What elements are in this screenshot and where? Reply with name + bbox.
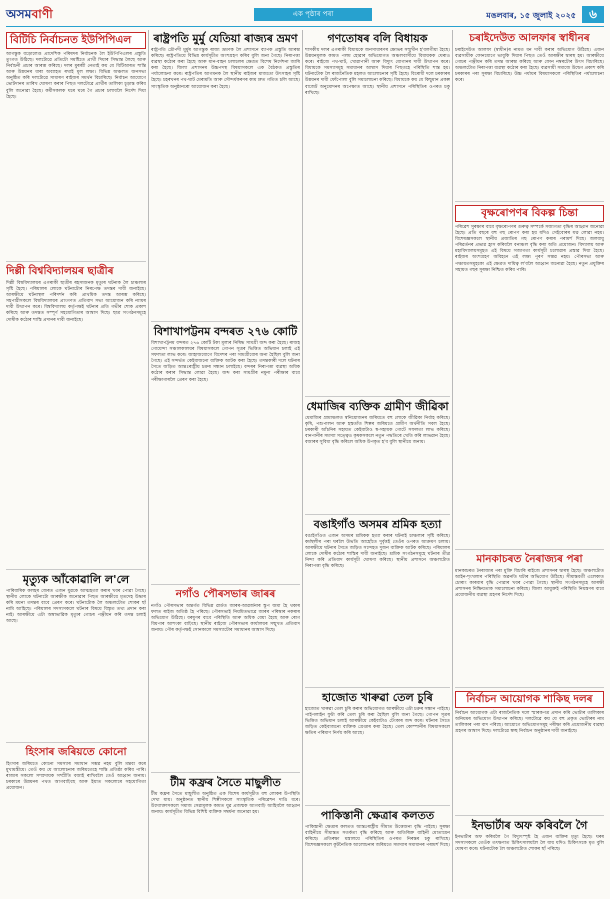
article-headline: পাকিস্তানী ক্ষেত্ৰাৰ কলতত <box>320 809 435 822</box>
article-headline: বঙাইগাঁও অসমৰ শ্ৰমিক হত্যা <box>313 518 442 531</box>
article-headline: টীম কফ্ৰৰ সৈতে মাছুলীত <box>170 776 281 789</box>
article-body: নগাঁও পৌৰসভাৰ অন্তৰ্গত বিভিন্ন ৱাৰ্ডত জাৰৰ-আৱৰ্জনাৰ স্তূপ জমা হৈ থকাৰ ফলত ৰাইজ অতিষ্ঠ হৈ পৰিছে। পৌৰসভাই নিয়মিতভাৱে জাৰৰ পৰিষ্কাৰ নকৰাৰ অভিযোগ উঠিছে। বৰষুণৰ বাবে পৰিস্থিতি আৰু অধিক বেয়া হৈছে আৰু ৰোগ বিয়পাৰ আশংকা বাঢ়িছে। স্থানীয় ৰাইজে পৌৰসভাৰ কাৰ্যালয়ৰ সন্মুখত প্ৰতিবাদ জনায়। পৌৰ কৰ্তৃপক্ষই সোনকালে সমস্যাটোৰ সমাধানৰ আশ্বাস দিছে। <box>151 604 300 634</box>
article-pakistan <box>305 809 450 889</box>
article-divider <box>455 815 604 816</box>
article-headline: গণতোষৰ বলি বিধায়ক <box>327 32 428 45</box>
article-body: ধেমাজিৰ গ্ৰামাঞ্চলত স্বনিয়োজনৰ জৰিয়তে বহু লোকে জীৱিকা নিৰ্বাহ কৰিছে। কৃষি, পশুপালন আৰু হস্ততাঁত শিল্পৰ জৰিয়তে গ্ৰামীণ অৰ্থনীতি সবল হৈছে। চৰকাৰী আঁচনিৰ সহায়ত কেইবাটাও স্ব-সহায়ক গোটে সফলতা লাভ কৰিছে। বানপানীৰ সমস্যা সত্ত্বেও কৃষকসকলে নতুন পদ্ধতিৰে খেতি কৰি লাভৱান হৈছে। বজাৰৰ সুবিধা বৃদ্ধি কৰিলে অধিক উপকৃত হ'ব বুলি স্থানীয়ে জনায়। <box>305 416 450 446</box>
article-btc-election <box>6 32 146 257</box>
article-headline: মৃত্যুক আঁকোৱালি ল'লে <box>22 573 130 586</box>
article-body: আগন্তুক বড়োলেণ্ড প্ৰাদেশিক পৰিষদৰ নিৰ্বাচনক লৈ ইউপিপিএলৰ প্ৰস্তুতি তুংগত উঠিছে। দলটোৱে প্ৰতিটো সমষ্টিতে প্ৰাৰ্থী দিয়াৰ সিদ্ধান্ত লৈছে আৰু নিৰ্বাচনী প্ৰচাৰ আৰম্ভ কৰিছে। দলৰ মুৰব্বী নেতাই কয় যে বিটিআৰত শান্তি আৰু উন্নয়নৰ ধাৰা অব্যাহত ৰখাই মূল লক্ষ্য। বিভিন্ন অঞ্চলত জনসভা অনুষ্ঠিত কৰি দলটোৱে সাধাৰণ ৰাইজৰ সমৰ্থন বিচাৰিছে। নিৰ্বাচন আয়োগে ভোটদানৰ তাৰিখ ঘোষণা কৰাৰ পিছত দলটোৱে প্ৰাৰ্থীৰ তালিকা চূড়ান্ত কৰিব বুলি জনোৱা হৈছে। কৰ্মীসকলক ঘৰে ঘৰে গৈ প্ৰচাৰ চলাবলৈ নিৰ্দেশ দিয়া হৈছে। <box>6 52 146 100</box>
article-divider <box>305 805 450 806</box>
article-team-event <box>151 776 300 892</box>
continued-from-label: এক পৃষ্ঠাৰ পৰা <box>254 8 372 21</box>
article-divider <box>151 584 300 585</box>
column-divider <box>302 30 303 892</box>
article-divider <box>455 201 604 202</box>
column-1 <box>6 30 146 892</box>
article-vizag-port <box>151 325 300 580</box>
article-divider <box>151 772 300 773</box>
article-divider <box>305 396 450 397</box>
article-headline: বৃক্ষৰোপণৰ বিকল্প চিন্তা <box>455 205 604 222</box>
article-body: টীম কফ্ৰৰ সৈতে মাছুলীত অনুষ্ঠিত এক বিশেষ কাৰ্যসূচীত বহু লোকৰ উপস্থিতি দেখা যায়। অনুষ্ঠানত স্থানীয় শিল্পীসকলে সাংস্কৃতিক পৰিৱেশন দাঙি ধৰে। উদ্যোক্তাসকলে সমাজ সেৱামূলক কামত যুৱ প্ৰজন্মক আগবাঢ়ি আহিবলৈ আহ্বান জনায়। কাৰ্যসূচীত বিভিন্ন বিশিষ্ট ব্যক্তিক সম্বৰ্ধনা জনোৱা হয়। <box>151 792 300 816</box>
article-divider <box>6 742 146 743</box>
article-bongaigaon-murder <box>305 518 450 683</box>
article-body: চৰাইদেউত আলফা (স্বাধীন)ৰ নামত ধন দাবী কৰাৰ অভিযোগ উঠিছে। এজন ব্যৱসায়ীক ফোনযোগে ভাবুকি দিয়াৰ পিছত তেওঁ আৰক্ষীৰ দ্বাৰস্থ হয়। আৰক্ষীয়ে গোচৰ পঞ্জীয়ন কৰি তদন্ত আৰম্ভ কৰিছে আৰু ফোন নম্বৰটোৰ উৎস বিচাৰিছে। অঞ্চলটোত নিৰাপত্তা ব্যৱস্থা কঠোৰ কৰা হৈছে। ব্যৱসায়ী সমাজে উদ্বেগ প্ৰকাশ কৰি চৰকাৰৰ পৰা সুৰক্ষা বিচাৰিছে। উচ্চ পৰ্যায়ৰ বিষয়াসকলে পৰিস্থিতিৰ পৰ্যালোচনা কৰে। <box>455 48 604 84</box>
article-headline: মানকাচৰত নৈৰাজ্যৰ পৰা <box>476 553 583 565</box>
article-dhemaji-livelihood <box>305 400 450 510</box>
article-president-visit <box>151 32 300 317</box>
article-body: পাৰিবাৰিক কলহৰ জেৰত এজন যুৱকে আত্মহত্যা কৰাৰ খবৰ পোৱা গৈছে। স্থানীয় লোকে ঘটনাটো আৰক্ষীক জনোৱাৰ পিছত আৰক্ষীয়ে মৃতদেহ উদ্ধাৰ কৰি ময়না তদন্তৰ বাবে প্ৰেৰণ কৰে। ঘটনাটোক লৈ অঞ্চলটোত শোকৰ ছাঁ নামি আহিছে। পৰিয়ালৰ সদস্যসকলে ঘটনাৰ বিষয়ে বিস্তৃত তথ্য প্ৰদান কৰা নাই। আৰক্ষীয়ে এটা অস্বাভাৱিক মৃত্যুৰ গোচৰ পঞ্জীয়ন কৰি তদন্ত চলাই আছে। <box>6 589 146 625</box>
article-violence <box>6 746 146 876</box>
article-divider <box>455 687 604 688</box>
article-body: বিশাখাপট্টনম বন্দৰত ২৭৬ কোটি টকা মূল্যৰ নিষিদ্ধ সামগ্ৰী জব্দ কৰা হৈছে। ৰাজহ গোয়েন্দা সঞ্চালকালয়ৰ বিষয়াসকলে গোপন সূত্ৰৰ ভিত্তিত অভিযান চলাই এই সফলতা লাভ কৰে। জাহাজযোগে বিদেশৰ পৰা সামগ্ৰীবোৰ অনা হৈছিল বুলি জনা গৈছে। এই সন্দৰ্ভত কেইবাজনো ব্যক্তিক আটক কৰা হৈছে। তদন্তকাৰী দলে ঘটনাৰ সৈতে জড়িত আন্তঃৰাষ্ট্ৰীয় চক্ৰৰ সন্ধান চলাইছে। বন্দৰৰ নিৰাপত্তা ব্যৱস্থা অধিক কঠোৰ কৰাৰ সিদ্ধান্ত লোৱা হৈছে। জব্দ কৰা সামগ্ৰীৰ নমুনা পৰীক্ষাৰ বাবে পৰীক্ষাগাৰলৈ প্ৰেৰণ কৰা হৈছে। <box>151 341 300 383</box>
article-body: পাকিস্তানী ক্ষেত্ৰাৰ কলতত আন্তঃৰাষ্ট্ৰীয় সীমাত উত্তেজনা বৃদ্ধি পাইছে। সুৰক্ষা বাহিনীয়ে সীমান্তত সতৰ্কতা বৃদ্ধি কৰিছে আৰু অতিৰিক্ত বাহিনী মোতায়েন কৰিছে। প্ৰতিৰক্ষা মন্ত্ৰালয়ে পৰিস্থিতিৰ ওপৰত নিৰন্তৰ চকু ৰাখিছে। বিশেষজ্ঞসকলে কূটনৈতিক আলোচনাৰ জৰিয়তে সমস্যাৰ সমাধানৰ পৰামৰ্শ দিছে। <box>305 825 450 849</box>
masthead <box>6 6 604 24</box>
article-hajo-oil-theft <box>305 691 450 801</box>
column-divider <box>148 30 149 892</box>
article-headline: চৰাইদেউত আলফাৰ স্বাধীনৰ <box>469 32 590 44</box>
column-3 <box>305 30 450 892</box>
article-divider <box>151 321 300 322</box>
article-mla-protest <box>305 32 450 392</box>
article-headline: নিৰ্বাচন আয়োগক শাকিছ দলৰ <box>455 691 604 708</box>
article-suicide <box>6 573 146 738</box>
article-body: পৰিৱেশ সুৰক্ষাৰ বাবে বৃক্ষৰোপণৰ গুৰুত্ব সম্পৰ্কে সজাগতা বৃদ্ধিৰ আহ্বান জনোৱা হৈছে। প্ৰতি বছৰে বহু গছ ৰোপণ কৰা হয় যদিও সেইবোৰৰ যত্ন লোৱা নহয়। বিশেষজ্ঞসকলে স্থানীয় প্ৰজাতিৰ গছ ৰোপণ কৰাৰ পৰামৰ্শ দিছে। জলবায়ু পৰিৱৰ্তনৰ প্ৰভাৱ হ্ৰাস কৰিবলৈ বনাঞ্চল বৃদ্ধি কৰা অতি প্ৰয়োজন। বিদ্যালয় আৰু মহাবিদ্যালয়সমূহত এই বিষয়ে সজাগতা কাৰ্যসূচী চলোৱাৰ প্ৰস্তাৱ দিয়া হৈছে। ৰাইজৰ অংশগ্ৰহণ অবিহনে এই লক্ষ্য পূৰণ সম্ভৱ নহয়। পৌৰসভা আৰু পঞ্চায়তসমূহকো এই ক্ষেত্ৰত দায়িত্ব ল'বলৈ আহ্বান জনোৱা হৈছে। নতুন প্ৰযুক্তিৰ সহায়ত গছৰ সুৰক্ষা নিশ্চিত কৰিব পাৰি। <box>455 225 604 273</box>
article-body: ইনভাৰ্টাৰ অফ কৰিবলৈ গৈ বিদ্যুৎস্পৃষ্ট হৈ এজন ব্যক্তিৰ মৃত্যু হৈছে। ঘৰৰ সদস্যসকলে তেওঁক তৎক্ষণাত চিকিৎসালয়লৈ লৈ যায় যদিও চিকিৎসকে মৃত বুলি ঘোষণা কৰে। ঘটনাটোক লৈ অঞ্চলটোত শোকৰ ছাঁ পৰিছে। <box>455 835 604 853</box>
article-headline: বিশাখাপট্টনম বন্দৰত ২৭৬ কোটি <box>153 325 298 338</box>
article-body: শাসকীয় দলৰ এগৰাকী বিধায়কে জনসাধাৰণৰ ক্ষোভৰ সন্মুখীন হ'বলগীয়া হৈছে। উন্নয়নমূলক কামত পলম হোৱাৰ অভিযোগত অঞ্চলবাসীয়ে বিধায়কক ঘেৰাও কৰে। ৰাইজে পথ-ঘাট, খোৱাপানী আৰু বিদ্যুৎ যোগানৰ দাবী উত্থাপন কৰে। বিধায়কে সমস্যাসমূহ সমাধানৰ আশ্বাস দিয়াৰ পিছতহে পৰিস্থিতি শান্ত হয়। ঘটনাটোক লৈ ৰাজনৈতিক মহলত আলোচনাৰ সৃষ্টি হৈছে। বিৰোধী দলে চৰকাৰৰ উন্নয়নৰ দাবী ফোঁপোলা বুলি সমালোচনা কৰিছে। বিধায়কে কয় যে কিছুমান প্ৰকল্প বাজেট অনুমোদনৰ অপেক্ষাত আছে। স্থানীয় প্ৰশাসনে পৰিস্থিতিৰ ওপৰত চকু ৰাখিছে। <box>305 48 450 96</box>
article-divider <box>6 569 146 570</box>
article-charaideo-ulfa <box>455 32 604 197</box>
article-inverter <box>455 819 604 889</box>
article-headline: হাজোত খাৰুৱা তেল চুৰি <box>322 691 433 704</box>
article-body: দিল্লী বিশ্ববিদ্যালয়ৰ এগৰাকী ছাত্ৰীৰ ৰহস্যজনক মৃত্যুৰ ঘটনাক লৈ চাঞ্চল্যৰ সৃষ্টি হৈছে। পৰিয়ালৰ লোকে ঘটনাটোৰ নিৰপেক্ষ তদন্তৰ দাবী জনাইছে। আৰক্ষীয়ে ঘটনাস্থল পৰিদৰ্শন কৰি প্ৰাথমিক তদন্ত আৰম্ভ কৰিছে। সহপাঠীসকলে বিশ্ববিদ্যালয়ৰ প্ৰাংগণত প্ৰতিবাদ সভা আয়োজন কৰি ন্যায়ৰ দাবী উত্থাপন কৰে। বিশ্ববিদ্যালয় কৰ্তৃপক্ষই ঘটনাৰ প্ৰতি গভীৰ শোক প্ৰকাশ কৰিছে আৰু তদন্তত সম্পূৰ্ণ সহযোগিতাৰ আশ্বাস দিছে। ছাত্ৰ সংগঠনসমূহে দোষীক কঠোৰ শাস্তি প্ৰদানৰ দাবী জনাইছে। <box>6 281 146 323</box>
article-divider <box>6 261 146 262</box>
article-headline: ইনভাৰ্টাৰ অফ কৰিবলৈ গৈ <box>471 819 588 832</box>
article-headline: ৰাষ্ট্ৰপতি মুৰ্মু যেতিয়া ৰাজ্যৰ ভ্ৰমণ <box>153 32 298 45</box>
column-4 <box>455 30 604 892</box>
article-headline: দিল্লী বিশ্ববিদ্যালয়ৰ ছাত্ৰীৰ <box>6 265 114 277</box>
article-body: মানকাচৰত নৈৰাজ্যৰ পৰা মুক্তি বিচাৰি ৰাইজে প্ৰশাসনৰ দ্বাৰস্থ হৈছে। অঞ্চলটোত আইন-শৃংখলাৰ পৰিস্থিতি অৱনতি ঘটাৰ অভিযোগ উঠিছে। সীমান্তবৰ্তী এলেকাত চোৰাং কাৰবাৰ বৃদ্ধি পোৱাৰ খবৰ পোৱা গৈছে। স্থানীয় সংগঠনসমূহে আৰক্ষী প্ৰশাসনৰ নিষ্ক্ৰিয়তাক সমালোচনা কৰিছে। জিলা আয়ুক্তই পৰিস্থিতি নিয়ন্ত্ৰণৰ বাবে প্ৰয়োজনীয় ব্যৱস্থা গ্ৰহণৰ নিৰ্দেশ দিছে। <box>455 569 604 599</box>
article-headline: ধেমাজিৰ ব্যক্তিক গ্ৰামীণ জীৱিকা <box>306 400 449 413</box>
article-body: নিৰ্বাচন আয়োগক এটা ৰাজনৈতিক দলে স্মাৰকপত্ৰ প্ৰদান কৰি ভোটাৰ তালিকাৰ অনিয়মৰ অভিযোগ উত্থাপন কৰিছে। দলটোৱে কয় যে বহু প্ৰকৃত ভোটাৰৰ নাম তালিকাৰ পৰা বাদ পৰিছে। আয়োগে অভিযোগসমূহ পৰীক্ষা কৰি প্ৰয়োজনীয় ব্যৱস্থা গ্ৰহণৰ আশ্বাস দিছে। দলটোৱে স্বচ্ছ নিৰ্বাচন অনুষ্ঠানৰ দাবী জনাইছে। <box>455 711 604 735</box>
article-headline: হিংসাৰ জৰিয়তে কোনো <box>25 746 127 758</box>
article-divider <box>305 687 450 688</box>
article-body: বঙাইগাঁওত এজন অসমৰ শ্ৰমিকক হত্যা কৰাৰ ঘটনাই চাঞ্চল্যৰ সৃষ্টি কৰিছে। কৰ্মস্থলীৰ পৰা ঘৰলৈ উভতি আহোঁতে দুৰ্বৃত্তই তেওঁৰ ওপৰত আক্ৰমণ চলায়। আৰক্ষীয়ে ঘটনাৰ সৈতে জড়িত সন্দেহত দুজন ব্যক্তিক আটক কৰিছে। পৰিয়ালৰ লোকে দোষীৰ কঠোৰ শাস্তিৰ দাবী জনাইছে। শ্ৰমিক সংগঠনসমূহে ঘটনাৰ তীব্ৰ নিন্দা কৰি প্ৰতিবাদ কাৰ্যসূচী ঘোষণা কৰিছে। স্থানীয় প্ৰশাসনে অঞ্চলটোত নিৰাপত্তা বৃদ্ধি কৰিছে। <box>305 534 450 570</box>
masthead-rule <box>6 26 604 27</box>
article-divider <box>455 549 604 550</box>
article-body: ৰাষ্ট্ৰপতি দ্ৰৌপদী মুৰ্মুৰ আগন্তুক ৰাজ্য ভ্ৰমণক লৈ প্ৰশাসনে ব্যাপক প্ৰস্তুতি আৰম্ভ কৰিছে। ৰাষ্ট্ৰপতিয়ে বিভিন্ন কাৰ্যসূচীত অংশগ্ৰহণ কৰিব বুলি জনা গৈছে। নিৰাপত্তা ব্যৱস্থা কঠোৰ কৰা হৈছে আৰু যান-বাহন চলাচলৰ ক্ষেত্ৰত বিশেষ নিৰ্দেশনা জাৰি কৰা হৈছে। জিলা প্ৰশাসনৰ উচ্চপদস্থ বিষয়াসকলে এক বৈঠকত প্ৰস্তুতিৰ পৰ্যালোচনা কৰে। ৰাষ্ট্ৰপতিৰ আগমনক লৈ স্থানীয় ৰাইজৰ মাজতো উৎসাহৰ সৃষ্টি হৈছে। চহৰখনৰ পথ-ঘাট মেৰামতি আৰু সৌন্দৰ্যকৰণৰ কাম দ্ৰুত গতিত চলি আছে। সাংস্কৃতিক অনুষ্ঠানৰো আয়োজন কৰা হৈছে। <box>151 48 300 90</box>
page-number: ৬ <box>582 6 604 23</box>
newspaper-logo: অসমবাণী <box>6 7 53 21</box>
article-tree-plantation <box>455 205 604 545</box>
issue-date: মঙলবাৰ, ১৫ জুলাই ২০২৫ <box>486 11 576 20</box>
article-body: হিংসাৰ জৰিয়তে কোনো সমস্যাৰ সমাধান সম্ভৱ নহয় বুলি মন্তব্য কৰে মুখ্যমন্ত্ৰীয়ে। তেওঁ কয় যে আলোচনাৰ জৰিয়তেহে শান্তি প্ৰতিষ্ঠা কৰিব পাৰি। ৰাজ্যৰ সকলো সম্প্ৰদায়ক সম্প্ৰীতি বজাই ৰাখিবলৈ তেওঁ আহ্বান জনায়। চৰকাৰে উন্নয়নৰ পথত আগবাঢ়িছে আৰু ইয়াত সকলোৰে সহযোগিতা প্ৰয়োজন। <box>6 762 146 792</box>
article-headline: বিটিচি নিৰ্বাচনত ইউপিপিএল <box>6 32 146 49</box>
article-headline: নগাঁও পৌৰসভাৰ জাৰৰ <box>175 588 276 600</box>
article-mankachar <box>455 553 604 683</box>
article-nagaon-garbage <box>151 588 300 768</box>
article-divider <box>305 514 450 515</box>
article-du-student <box>6 265 146 565</box>
article-election-commission <box>455 691 604 811</box>
column-divider <box>452 30 453 892</box>
article-body: হাজোত খাৰুৱা তেল চুৰি কৰাৰ অভিযোগত আৰক্ষীয়ে এটা চক্ৰৰ সন্ধান পাইছে। পাইপলাইন ফুটা কৰি তেল চুৰি কৰা হৈছিল বুলি জনা গৈছে। গোপন সূত্ৰৰ ভিত্তিত অভিযান চলাই আৰক্ষীয়ে কেইবাটাও টেংকাৰ জব্দ কৰে। ঘটনাৰ সৈতে জড়িত কেইবাজনো ব্যক্তিক গ্ৰেপ্তাৰ কৰা হৈছে। তেল কোম্পানীৰ বিষয়াসকলে ক্ষতিৰ পৰিমাণ নিৰ্ণয় কৰি আছে। <box>305 707 450 737</box>
column-2 <box>151 30 300 892</box>
